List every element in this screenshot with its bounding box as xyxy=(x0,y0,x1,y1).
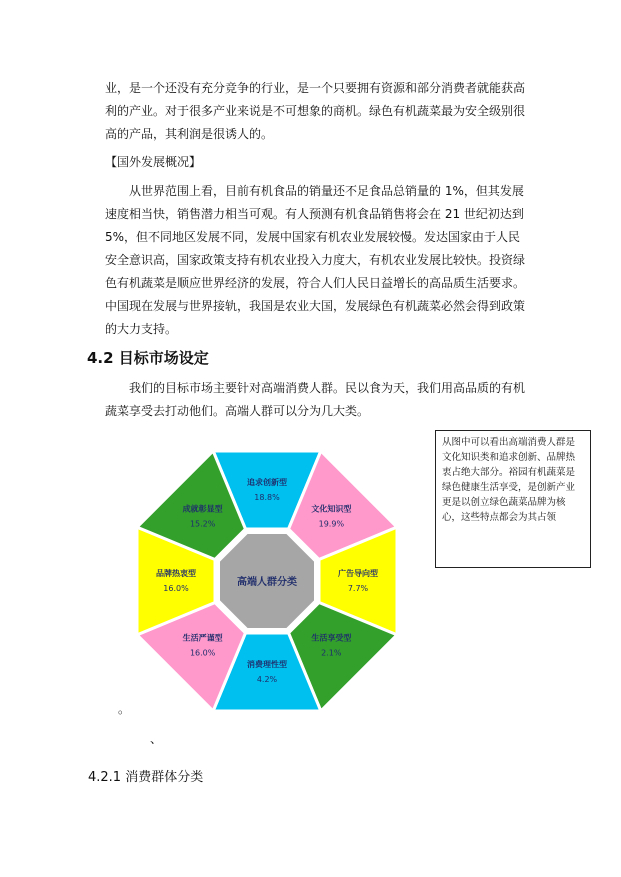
segment-label: 品牌热衷型 xyxy=(156,569,196,578)
segment-label: 广告导向型 xyxy=(338,569,378,578)
segment-label: 文化知识型 xyxy=(311,504,352,514)
segment-label: 生活严谨型 xyxy=(182,633,223,643)
chart-title: 高端人群分类 xyxy=(237,577,297,588)
foreign-heading: 【国外发展概况】 xyxy=(105,155,202,169)
segment-label: 成就彰显型 xyxy=(182,504,223,514)
segment-value: 16.0% xyxy=(163,584,189,593)
stray-mark: 。 xyxy=(118,702,131,716)
segment-value: 19.9% xyxy=(318,519,345,529)
segment-value: 7.7% xyxy=(347,584,369,593)
segment-label: 追求创新型 xyxy=(247,478,287,487)
stray-mark-2: 、 xyxy=(150,732,163,746)
segment-value: 4.2% xyxy=(256,675,278,684)
section-heading: 4.2 目标市场设定 xyxy=(87,349,209,367)
segment-value: 15.2% xyxy=(189,519,216,529)
segment-value: 2.1% xyxy=(321,648,342,658)
callout-box: 从图中可以看出高端消费人群是文化知识类和追求创新、品牌热衷占绝大部分。裕园有机蔬菜是绿色健康生活享受，是创新产业更是以创立绿色蔬菜品牌为核心，这些特点都会为其占领 xyxy=(435,430,591,568)
segment-label: 生活享受型 xyxy=(311,633,352,643)
segment-value: 16.0% xyxy=(189,648,216,658)
segment-label: 消费理性型 xyxy=(247,660,287,669)
foreign-body: 从世界范围上看，目前有机食品的销量还不足食品总销量的 1%，但其发展速度相当快，销售潜力相当可观。有人预测有机食品销售将会在 21 世纪初达到 5%，但不同地区发展不同，发展中国家有机农业发展较慢。发达国家由于人民安全意识高，国家政策支持有机农业投入力度大，有机农业发展比较快。投资绿色有机蔬菜是顺应世界经济的发展，符合人们人民日益增长的高品质生活要求。中国现在发展与世界接轨，我国是农业大国，发展绿色有机蔬菜必然会得到政策的大力支持。 xyxy=(105,184,526,336)
intro-paragraph: 业，是一个还没有充分竞争的行业，是一个只要拥有资源和部分消费者就能获高利的产业。对于很多产业来说是不可想象的商机。绿色有机蔬菜最为安全级别很高的产品，其利润是很诱人的。 xyxy=(105,81,526,141)
section-body: 我们的目标市场主要针对高端消费人群。民以食为天，我们用高品质的有机蔬菜享受去打动他们。高端人群可以分为几大类。 xyxy=(105,381,526,418)
segment-value: 18.8% xyxy=(254,493,280,502)
subsection-heading: 4.2.1 消费群体分类 xyxy=(88,770,204,785)
segment-chart xyxy=(137,450,397,712)
